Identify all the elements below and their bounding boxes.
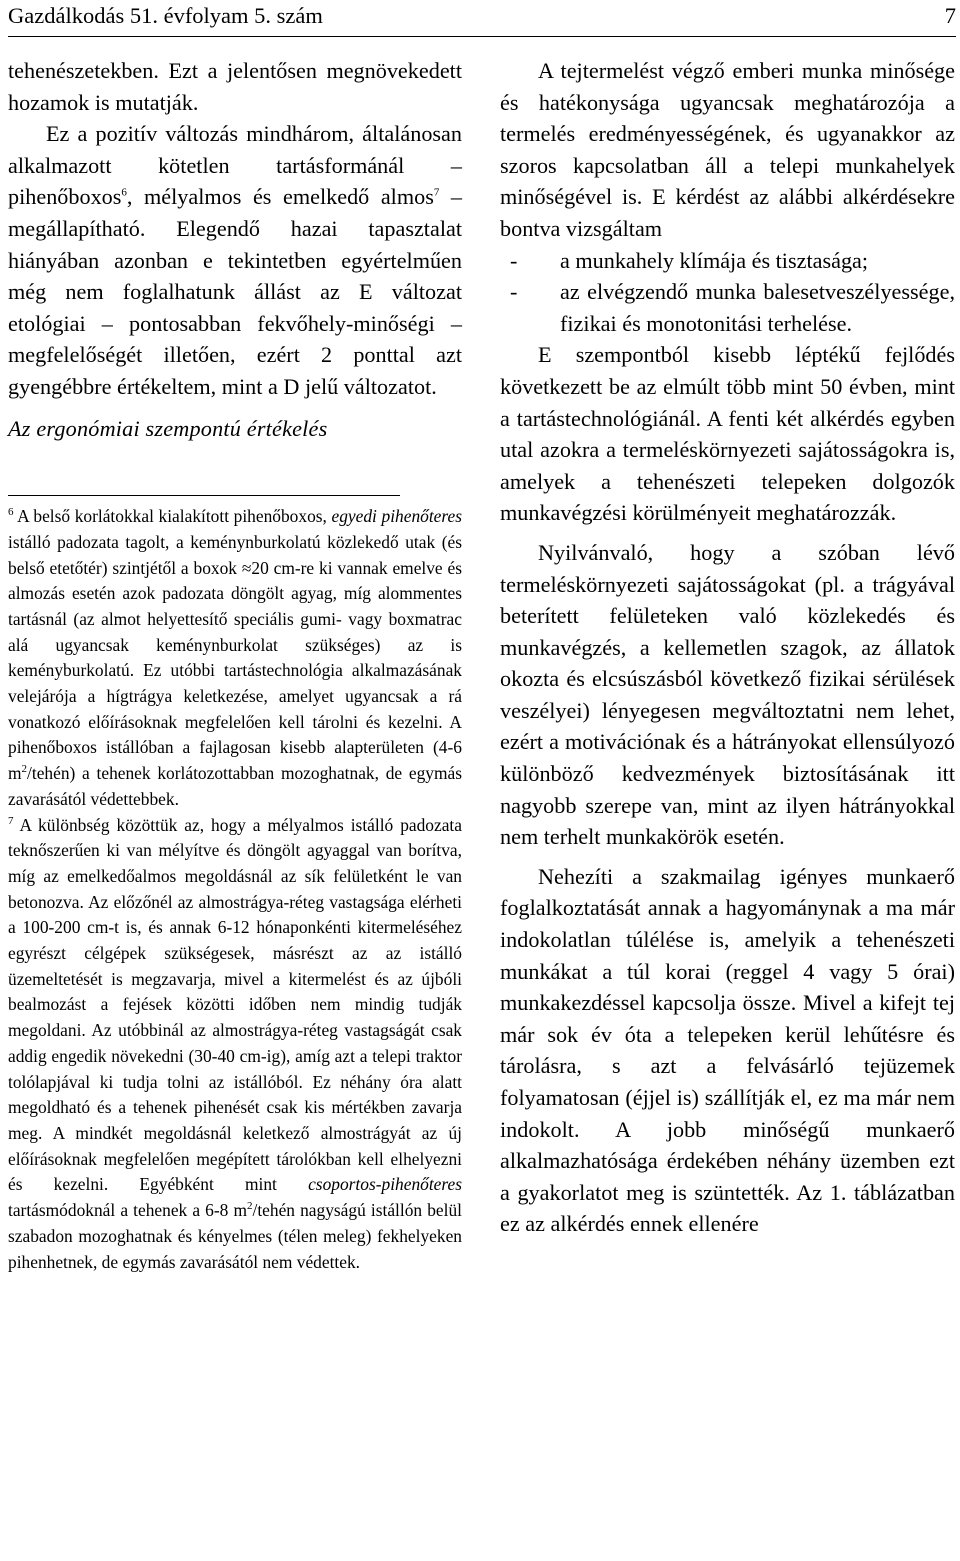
- bullet-dash: -: [510, 247, 518, 273]
- footnote-7: $^7$ A különbség közöttük az, hogy a mélyalmos istálló padozata teknőszerűen ki van mélyítve és döngölt agyaggal van borítva, míg az emelkedőalmos megoldásnál az sík felületként le van betonozva. Az előzőnél az almostrágya-réteg vastagsága elérheti a 100-200 cm-t is, és annak 6-12 hónaponkénti kitermeléséhez egyrészt célgépek szükségesek, másrészt az az istálló üzemeltetését is megzavarja, mivel a kitermelést és az újbóli bealmozást a fejések közötti időben nem mindig tudják megoldani. Az utóbbinál az almostrágya-réteg vastagságát csak addig engedik növekedni (30-40 cm-ig), amíg azt a telepi traktor tolólapjával ki tudja tolni az istállóból. Ez néhány óra alatt megoldható és a tehenek pihenését csak kis mértékben zavarja meg. A mindkét megoldásnál keletkező almostrágyát az új előírásoknak megfelelően megépített tárolókban kell elhelyezni és kezelni. Egyébként mint csoportos-pihenőteres tartásmódoknál a tehenek a 6-8 $m^2$/tehén nagyságú istállón belül szabadon mozoghatnak és kényelmes (télen meleg) fekhelyeken pihenhetnek, de egymás zavarásától nem védettek.: [8, 814, 462, 1272]
- left-column: [8, 55, 462, 1275]
- list-item-text: a munkahely klímája és tisztasága;: [560, 247, 869, 273]
- bullet-dash: -: [510, 279, 518, 305]
- section-heading: Az ergonómiai szempontú értékelés: [8, 415, 328, 441]
- list-item: [500, 276, 955, 339]
- right-column: [500, 55, 955, 1240]
- paragraph-evaluation: Ez a pozitív változás mindhárom, általánosan alkalmazott kötetlen tartásformánál – pihenőboxos$^6$, mélyalmos és emelkedő almos$^7$ – megállapítható. Elegendő hazai tapasztalat hiányában azonban e tekintetben egyértelműen még nem foglalhatunk állást az E változat etológiai – pontosabban fekvőhely-minőségi – megfelelőségét illetően, ezért 2 ponttal azt gyengébbre értékeltem, mint a D jelű változatot.: [8, 121, 463, 399]
- footnote-ref-7: 7: [433, 186, 440, 199]
- page-number: 7: [944, 3, 956, 28]
- paragraph-development: E szempontból kisebb léptékű fejlődés következett be az elmúlt több mint 50 évben, mint a tartástechnológiánál. A fenti két alkérdés egyben utal azokra a termeléskörnyezeti sajátosságokra is, amelyek a tehenészeti telepeken dolgozók munkavégzési körülményeit meghatározzák.: [500, 342, 955, 526]
- footnote-6: $^6$ A belső korlátokkal kialakított pihenőboxos, egyedi pihenőteres istálló padozata tagolt, a keménynburkolatú közlekedő utak (és belső etetőtér) szintjétől a boxok ≈20 cm-re ki vannak emelve és almozás esetén azok padozata döngölt agyag, míg alommentes tartásnál (az almot helyettesítő speciális gumi- vagy boxmatrac alá ugyancsak keménynburkolat szükséges) az is keményburkolatú. Ez utóbbi tartástechnológia alkalmazásának velejárója a hígtrágya keletkezése, amelyet ugyancsak a rá vonatkozó előírásoknak megfelelően kell tárolni és kezelni. A pihenőboxos istállóban a fajlagosan kisebb alapterületen (4-6 $m^2/tehén$) a tehenek korlátozottabban mozoghatnak, de egymás zavarásától védettebbek.: [8, 506, 462, 809]
- paragraph-continuation: tehenészetekben. Ezt a jelentősen megnövekedett hozamok is mutatják.: [8, 58, 462, 115]
- paragraph-environment: Nyilvánvaló, hogy a szóban lévő termeléskörnyezeti sajátosságokat (pl. a trágyával beterített felületeken való közlekedés és munkavégzés, a kellemetlen szagok, az állatok okozta és elcsúszásból következő fizikai sérülések veszélyei) lényegesen megváltoztatni nem lehet, ezért a motivációnak és a hátrányokat ellensúlyozó különböző kedvezmények biztosításának itt nagyobb szerepe van, mint az ilyen hátrányokkal nem terhelt munkakörök esetén.: [500, 539, 955, 850]
- footnote-ref-6: 6: [121, 186, 127, 199]
- list-item: [500, 245, 955, 277]
- footnote-separator: [8, 495, 400, 496]
- paragraph-workforce: Nehezíti a szakmailag igényes munkaerő foglalkoztatását annak a hagyománynak a ma már indokolatlan túlélése is, amelyik a tehenészeti munkákat a túl korai (reggel 4 vagy 5 órai) munkakezdéssel kapcsolja össze. Mivel a kifejt tej már sok év óta a telepeken kerül lehűtésre és tárolásra, s azt a felvásárló tejüzemek folyamatosan (éjjel is) szállítják el, ez ma már nem indokolt. A jobb minőségű munkaerő alkalmazhatósága érdekében néhány üzemben ezt a gyakorlatot meg is szüntették. Az 1. táblázatban ez az alkérdés ennek ellenére: [500, 863, 955, 1237]
- paragraph-work-quality: A tejtermelést végző emberi munka minősége és hatékonysága ugyancsak meghatározója a termelés eredményességének, és ugyanakkor az szoros kapcsolatban áll a telepi munkahelyek minőségével is. E kérdést az alábbi alkérdésekre bontva vizsgáltam: [500, 58, 955, 241]
- journal-title: Gazdálkodás 51. évfolyam 5. szám: [8, 3, 323, 28]
- page-header: [8, 0, 956, 37]
- list-item-text: az elvégzendő munka balesetveszélyessége, fizikai és monotonitási terhelése.: [560, 279, 955, 336]
